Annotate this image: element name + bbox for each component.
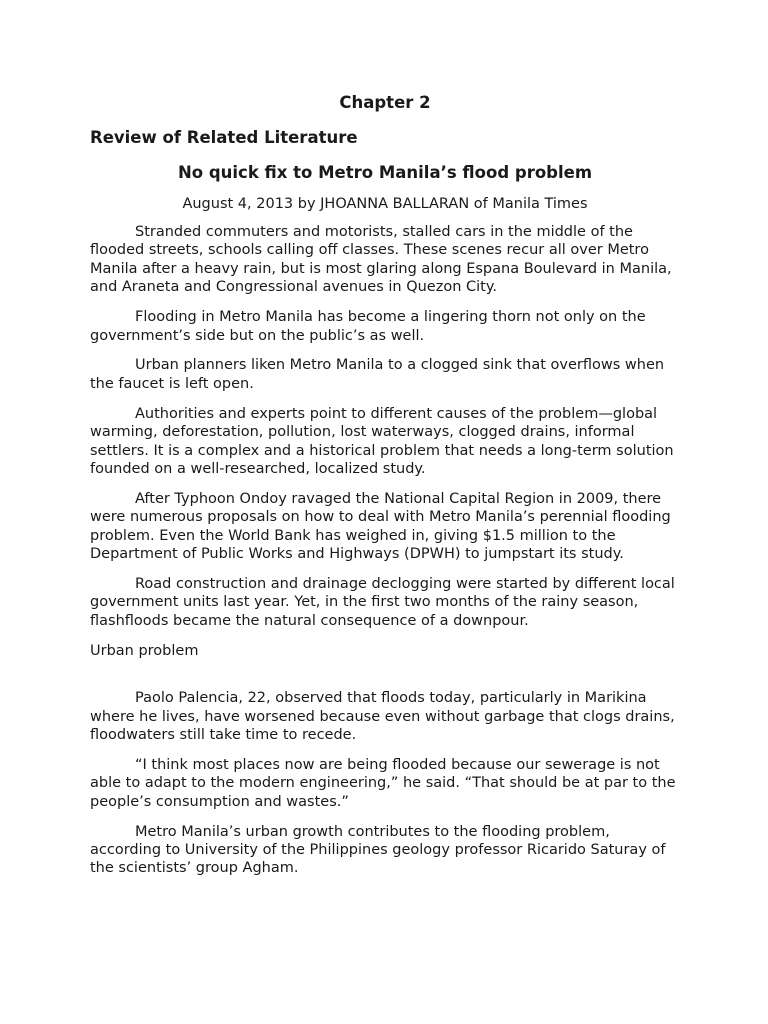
document-page <box>90 92 680 889</box>
paragraph: After Typhoon Ondoy ravaged the National Capital Region in 2009, there were numerous proposals on how to deal with Metro Manila’s perennial flooding problem. Even the World Bank has weighed in, giving $1.5 million to the Department of Public Works and Highways (DPWH) to jumpstart its study. <box>90 490 671 563</box>
paragraph: “I think most places now are being flooded because our sewerage is not able to adapt to the modern engineering,” he said. “That should be at par to the people’s consumption and wastes.” <box>90 756 676 810</box>
paragraph: Flooding in Metro Manila has become a lingering thorn not only on the government’s side but on the public’s as well. <box>90 309 646 344</box>
paragraph: Road construction and drainage declogging were started by different local government units last year. Yet, in the first two months of the rainy season, flashfloods became the natural consequence of a downpour. <box>90 576 675 629</box>
chapter-heading: Chapter 2 <box>339 93 431 112</box>
article-title: No quick fix to Metro Manila’s flood problem <box>177 163 593 182</box>
paragraph: Stranded commuters and motorists, stalled cars in the middle of the flooded streets, schools calling off classes. These scenes recur all over Metro Manila after a heavy rain, but is most glaring along Espana Boulevard in Manila, and Araneta and Congressional avenues in Quezon City. <box>90 224 672 296</box>
subheading: Urban problem <box>90 642 199 659</box>
paragraph: Paolo Palencia, 22, observed that floods today, particularly in Marikina where he lives, have worsened because even without garbage that clogs drains, floodwaters still take time to recede. <box>90 690 675 743</box>
section-heading: Review of Related Literature <box>90 128 358 147</box>
paragraph: Urban planners liken Metro Manila to a clogged sink that overflows when the faucet is left open. <box>90 357 665 392</box>
paragraph: Authorities and experts point to different causes of the problem—global warming, deforestation, pollution, lost waterways, clogged drains, informal settlers. It is a complex and a historical problem that needs a long-term solution founded on a well-researched, localized study. <box>90 405 674 477</box>
article-byline: August 4, 2013 by JHOANNA BALLARAN of Manila Times <box>182 196 588 212</box>
paragraph: Metro Manila’s urban growth contributes to the flooding problem, according to University of the Philippines geology professor Ricarido Saturay of the scientists’ group Agham. <box>90 823 666 877</box>
